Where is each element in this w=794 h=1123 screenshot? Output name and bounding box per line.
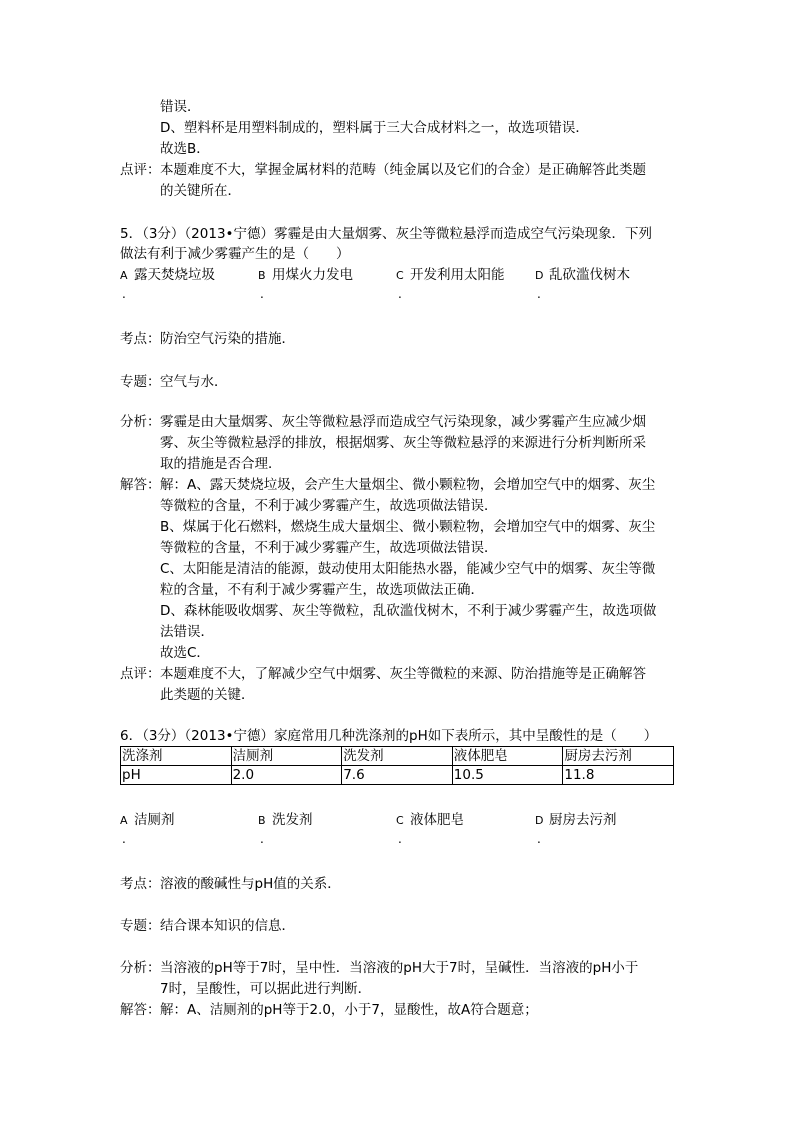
q6-option-b: B 洗发剂 bbox=[258, 812, 313, 828]
q5-option-d: D 乱砍滥伐树木 bbox=[535, 267, 630, 283]
table-cell: 洗涤剂 bbox=[121, 747, 232, 766]
q6-option-a: A 洁厕剂 bbox=[120, 812, 175, 828]
prev-comment-label: 点评： bbox=[120, 162, 161, 178]
q5-fenxi-line-3: 取的措施是否合理． bbox=[160, 456, 282, 472]
q5-jieda-line-2: 等微粒的含量，不利于减少雾霾产生，故选项做法错误． bbox=[160, 498, 498, 514]
q6-dot-d: . bbox=[537, 832, 541, 846]
q5-fenxi-label: 分析： bbox=[120, 414, 161, 430]
q5-option-c: C 开发利用太阳能 bbox=[396, 267, 505, 283]
table-header-row bbox=[121, 747, 674, 766]
q6-dot-c: . bbox=[398, 832, 402, 846]
q5-kaodian: 防治空气污染的措施． bbox=[160, 331, 295, 347]
q6-zhuanti: 结合课本知识的信息． bbox=[160, 918, 295, 934]
q5-jieda-line-3: B、煤属于化石燃料，燃烧生成大量烟尘、微小颗粒物，会增加空气中的烟雾、灰尘 bbox=[160, 519, 656, 535]
q5-dot-c: . bbox=[398, 287, 402, 301]
q5-jieda-label: 解答： bbox=[120, 477, 161, 493]
table-cell: 液体肥皂 bbox=[452, 747, 563, 766]
prev-answer-line-2: D、塑料杯是用塑料制成的，塑料属于三大合成材料之一，故选项错误． bbox=[160, 120, 589, 136]
table-row bbox=[121, 766, 674, 785]
q5-dianping-line-1: 本题难度不大，了解减少空气中烟雾、灰尘等微粒的来源、防治措施等是正确解答 bbox=[160, 666, 646, 682]
table-cell: 7.6 bbox=[342, 766, 453, 785]
q5-dot-a: . bbox=[122, 287, 126, 301]
q5-fenxi-line-1: 雾霾是由大量烟雾、灰尘等微粒悬浮而造成空气污染现象，减少雾霾产生应减少烟 bbox=[160, 414, 646, 430]
q6-option-d: D 厨房去污剂 bbox=[535, 812, 617, 828]
q5-jieda-line-1: 解：A、露天焚烧垃圾，会产生大量烟尘、微小颗粒物，会增加空气中的烟雾、灰尘 bbox=[160, 477, 656, 493]
q6-jieda-label: 解答： bbox=[120, 1002, 161, 1018]
q6-zhuanti-label: 专题： bbox=[120, 918, 161, 934]
q6-kaodian: 溶液的酸碱性与pH值的关系． bbox=[160, 876, 341, 892]
q6-fenxi-label: 分析： bbox=[120, 960, 161, 976]
prev-answer-line-1: 错误． bbox=[160, 99, 201, 115]
q6-kaodian-label: 考点： bbox=[120, 876, 161, 892]
q5-dianping-line-2: 此类题的关键． bbox=[160, 687, 255, 703]
q6-option-c: C 液体肥皂 bbox=[396, 812, 464, 828]
q5-jieda-line-5: C、太阳能是清洁的能源，鼓动使用太阳能热水器，能减少空气中的烟雾、灰尘等微 bbox=[160, 561, 656, 577]
prev-comment-line-1: 本题难度不大，掌握金属材料的范畴（纯金属以及它们的合金）是正确解答此类题 bbox=[160, 162, 646, 178]
ph-table bbox=[120, 746, 674, 785]
prev-comment-line-2: 的关键所在． bbox=[160, 183, 241, 199]
table-cell: pH bbox=[121, 766, 232, 785]
q5-jieda-line-7: D、森林能吸收烟雾、灰尘等微粒，乱砍滥伐树木，不利于减少雾霾产生，故选项做 bbox=[160, 603, 657, 619]
q5-zhuanti-label: 专题： bbox=[120, 374, 161, 390]
q5-jieda-line-6: 粒的含量，不有利于减少雾霾产生，故选项做法正确． bbox=[160, 582, 484, 598]
q6-fenxi-line-2: 7时，呈酸性，可以据此进行判断． bbox=[160, 981, 372, 997]
q5-jieda-line-8: 法错误． bbox=[160, 624, 214, 640]
q5-kaodian-label: 考点： bbox=[120, 331, 161, 347]
q5-jieda-line-9: 故选C． bbox=[160, 645, 210, 661]
table-cell: 11.8 bbox=[563, 766, 674, 785]
q5-option-a: A 露天焚烧垃圾 bbox=[120, 267, 215, 283]
q5-stem-line-1: 5．（3分）（2013•宁德）雾霾是由大量烟雾、灰尘等微粒悬浮而造成空气污染现象．下列 bbox=[120, 226, 652, 242]
table-cell: 2.0 bbox=[231, 766, 342, 785]
q5-option-b: B 用煤火力发电 bbox=[258, 267, 353, 283]
q5-stem-line-2: 做法有利于减少雾霾产生的是（ ） bbox=[120, 246, 350, 262]
table-cell: 洗发剂 bbox=[342, 747, 453, 766]
q5-dot-b: . bbox=[260, 287, 264, 301]
q6-dot-b: . bbox=[260, 832, 264, 846]
q5-fenxi-line-2: 雾、灰尘等微粒悬浮的排放，根据烟雾、灰尘等微粒悬浮的来源进行分析判断所采 bbox=[160, 435, 646, 451]
q6-fenxi-line-1: 当溶液的pH等于7时，呈中性．当溶液的pH大于7时，呈碱性．当溶液的pH小于 bbox=[160, 960, 639, 976]
prev-answer-line-3: 故选B． bbox=[160, 141, 210, 157]
q6-dot-a: . bbox=[122, 832, 126, 846]
table-cell: 洁厕剂 bbox=[231, 747, 342, 766]
table-cell: 10.5 bbox=[452, 766, 563, 785]
table-cell: 厨房去污剂 bbox=[563, 747, 674, 766]
q6-stem: 6．（3分）（2013•宁德）家庭常用几种洗涤剂的pH如下表所示，其中呈酸性的是（ ） bbox=[120, 728, 658, 744]
q5-zhuanti: 空气与水． bbox=[160, 374, 228, 390]
q5-dianping-label: 点评： bbox=[120, 666, 161, 682]
q6-jieda-line-1: 解：A、洁厕剂的pH等于2.0，小于7，显酸性，故A符合题意； bbox=[160, 1002, 538, 1018]
q5-jieda-line-4: 等微粒的含量，不利于减少雾霾产生，故选项做法错误． bbox=[160, 540, 498, 556]
q5-dot-d: . bbox=[537, 287, 541, 301]
